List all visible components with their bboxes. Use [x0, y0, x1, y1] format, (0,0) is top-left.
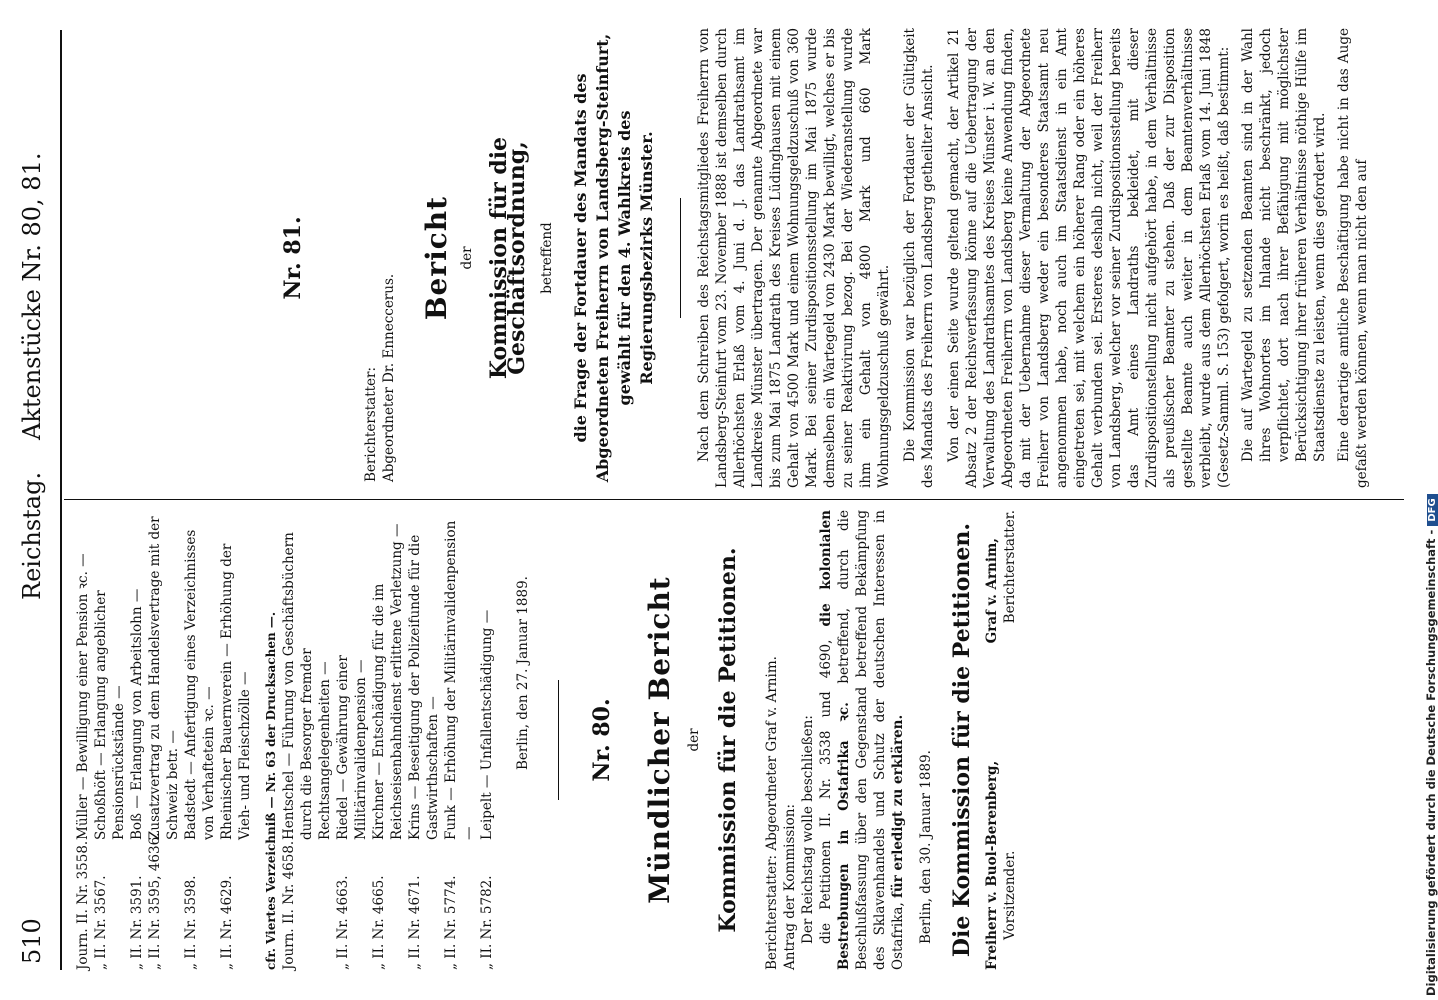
document-number: Nr. 81. — [280, 216, 306, 300]
date-line: Berlin, den 27. Januar 1889. — [515, 576, 531, 770]
subject: die Frage der Fortdauer des Mandats des Abgeordneten Freiherrn von Landsberg-Steinfurt, gewählt für den 4. Wahlkreis des Regierungsbezirks Münster. — [571, 33, 656, 483]
paragraph: Eine derartige amtliche Beschäftigung habe nicht in das Auge gefaßt werden können, wenn man nicht den auf — [1336, 28, 1370, 488]
watermark: Digitalisierung gefördert durch die Deutsche Forschungsgemeinschaft -DFG — [1424, 6, 1438, 996]
right-column — [74, 28, 1394, 488]
paragraph: Die Kommission war bezüglich der Fortdauer der Gültigkeit des Mandats des Freiherrn von Landsberg getheilter Ansicht. — [902, 28, 936, 488]
signatures — [983, 510, 1019, 970]
title-connector: der — [686, 728, 702, 752]
list-item: „ II. Nr. 3567. Schoßhöft — Erlangung angeblicher Pensionsrückstände — — [93, 590, 127, 970]
list-item: Journ. II. Nr. 3558. Müller — Bewilligung einer Pension ꝛc. — — [75, 553, 91, 970]
reporter-name: Abgeordneter Dr. Enneccerus. — [381, 273, 397, 482]
watermark-strip — [1404, 6, 1438, 996]
list-item: „ II. Nr. 3591. Boß — Erlangung von Arbeitslohn — — [129, 588, 145, 970]
reporter-label: Berichterstatter: — [363, 366, 379, 482]
header-left: Reichstag. — [18, 471, 46, 600]
commission-name: Kommission für die Geschäftsordnung, — [486, 136, 530, 380]
dfg-logo: DFG — [1427, 494, 1438, 525]
paragraph: Von der einen Seite wurde geltend gemacht, der Artikel 21 Absatz 2 der Reichsverfassung könne auf die Uebertragung der Verwaltung des Landrathsamtes des Kreises Münster i. W. an den Abgeordneten Freiherrn von Landsberg keine Anwendung finden, da mit der Uebernahme dieser Vermaltung der Abgeordnete Freiherr von Landsberg weder ein besonderes Staatsamt neu angenommen habe, noch auch im Staatsdienst in ein Amt eingetreten sei, mit welchem ein höherer Rang oder ein höheres Gehalt verbunden sei. Ersteres deshalb nicht, weil der Freiherr von Landsberg, welcher vor seiner Zurdispositionsstellung bereits das Amt eines Landraths bekleidet, mit dieser Zurdispositionstellung nicht aufgehört habe, in dem Verhältnisse als preußischer Beamter zu stehen. Daß der zur Disposition gestellte Beamte auch weiter in dem Beamtenverhältnisse verbleibt, wurde aus dem Allerhöchsten Erlaß vom 14. Juni 1848 (Gesetz-Samml. S. 153) gefolgert, worin es heißt, daß bestimmt: — [946, 28, 1232, 488]
list-item: „ II. Nr. 3595, 4636. Zusatzvertrag zu dem Handelsvertrage mit der Schweiz betr. — — [147, 516, 181, 970]
reporter-line: Berichterstatter: Abgeordneter Graf v. Arnim. — [764, 656, 780, 970]
list-item: „ II. Nr. 5782. Leipelt — Unfallentschädigung — — [479, 609, 495, 970]
title-connector: der — [459, 246, 475, 270]
left-column — [74, 510, 1394, 970]
list-item: „ II. Nr. 3598. Badstedt — Anfertigung eines Verzeichnisses von Verhaftetein ꝛc. — — [183, 529, 217, 970]
section-heading: cfr. Viertes Verzeichniß — Nr. 63 der Drucksachen —. — [264, 611, 278, 970]
list-item: „ II. Nr. 4671. Krins — Beseitigung der Polizeifunde für die Gastwirthschaften — — [407, 534, 441, 970]
paragraph: Nach dem Schreiben des Reichstagsmitgliedes Freiherrn von Landsberg-Steinfurt vom 23. November 1888 ist demselben durch Allerhöchsten Erlaß vom 4. Juni d. J. das Landrathsamt im Landkreise Münster übertragen. Der genannte Abgeordnete war bis zum Mai 1875 Landrath des Kreises Lüdinghausen mit einem Gehalt von 4500 Mark und einem Wohnungsgeldzuschuß von 360 Mark. Bei seiner Zurdispositionsstellung im Mai 1875 wurde demselben ein Wartegeld von 2430 Mark bewilligt, welches er bis zu seiner Reaktivirung bezog. Bei der Wiederanstellung wurde ihm ein Gehalt von 4800 Mark und 660 Mark Wohnungsgeldzuschuß gewährt. — [696, 28, 892, 488]
list-item: Journ. II. Nr. 4658. Hentschel — Führung von Geschäftsbüchern durch die Besorger fremder Rechtsangelegenheiten — — [281, 532, 333, 970]
motion-body: die Petitionen II. Nr. 3538 und 4690, die kolonialen Bestrebungen in Ostafrika ꝛc. betreffend, durch die Beschlußfassung über den Gegenstand betreffend Bekämpfung des Sklavenhandels und Schutz der deutschen Interessen in Ostafrika, für erledigt zu erklären. — [818, 510, 906, 970]
separator-rule — [558, 680, 559, 800]
list-item: „ II. Nr. 4663. Riedel — Gewährung einer Militärinvalidenpension — — [335, 655, 369, 970]
header-rule — [60, 30, 62, 970]
column-divider — [64, 499, 1404, 500]
betreffend: betreffend — [539, 222, 555, 294]
signature-title: Die Kommission für die Petitionen. — [949, 522, 975, 958]
motion-heading: Antrag der Kommission: — [782, 804, 798, 970]
document-title: Mündlicher Bericht — [643, 576, 676, 904]
commission-name: Kommission für die Petitionen. — [715, 547, 741, 933]
document-number: Nr. 80. — [589, 698, 615, 782]
date-line-2: Berlin, den 30. Januar 1889. — [918, 750, 934, 944]
signature-right: Graf v. Arnim, Berichterstatter. — [984, 510, 1018, 644]
motion-intro: Der Reichstag wolle beschließen: — [800, 715, 816, 944]
header-right: Aktenstücke Nr. 80, 81. — [18, 152, 46, 440]
signature-left: Freiherr v. Buol-Berenberg, Vorsitzender. — [984, 760, 1018, 970]
quotation: Die auf Wartegeld zu setzenden Beamten sind in der Wahl ihres Wohnortes im Inlande nicht beschränkt, jedoch verpflichtet, dort nach ihrer Befähigung mit möglichster Berücksichtigung ihrer früheren Verhältnisse nöthige Hülfe im Staatsdienste zu leisten, wenn dies gefordert wird. — [1240, 28, 1328, 462]
page-number: 510 — [18, 918, 46, 964]
list-item: „ II. Nr. 4629. Rheinischer Bauernverein — Erhöhung der Vieh- und Fleischzölle — — [219, 543, 253, 970]
list-item: „ II. Nr. 4665. Kirchner — Entschädigung für die im Reichseisenbahndienst erlittene Verletzung — — [371, 523, 405, 970]
list-item: „ II. Nr. 5774. Funk — Erhöhung der Militärinvalidenpension — — [443, 520, 477, 970]
separator-rule — [680, 198, 681, 318]
document-title: Bericht — [420, 195, 453, 321]
